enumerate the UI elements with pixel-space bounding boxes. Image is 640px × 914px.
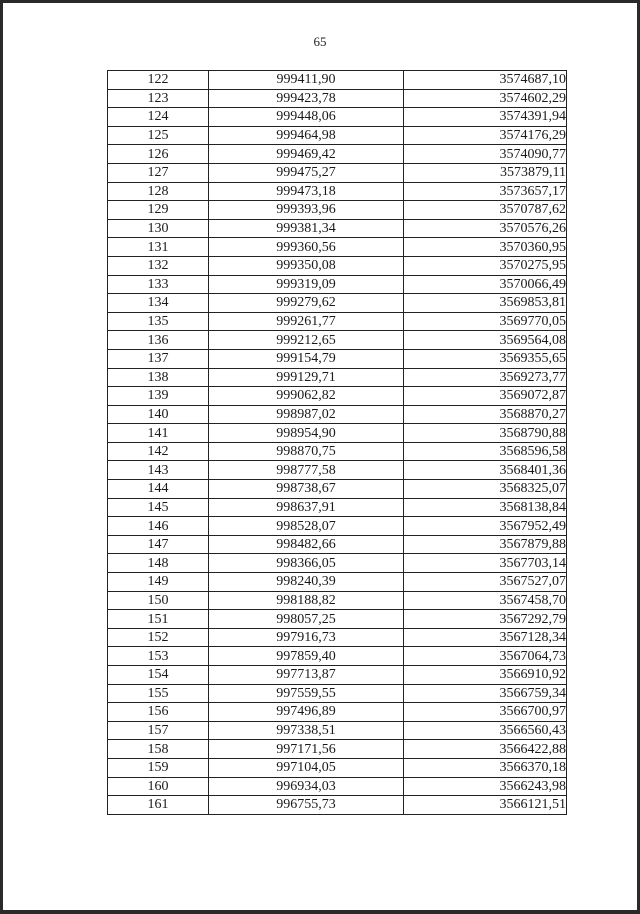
y-coordinate-cell: 3568138,84 (404, 498, 567, 517)
y-coordinate-cell: 3573657,17 (404, 182, 567, 201)
x-coordinate-cell: 999381,34 (209, 219, 404, 238)
table-row (108, 517, 567, 536)
y-coordinate-cell: 3566560,43 (404, 721, 567, 740)
table-row (108, 573, 567, 592)
x-coordinate-cell: 998738,67 (209, 480, 404, 499)
y-coordinate-cell: 3574687,10 (404, 71, 567, 90)
point-number-cell: 158 (108, 740, 209, 759)
point-number-cell: 150 (108, 591, 209, 610)
point-number-cell: 137 (108, 349, 209, 368)
table-row (108, 219, 567, 238)
point-number-cell: 134 (108, 294, 209, 313)
point-number-cell: 139 (108, 387, 209, 406)
table-row (108, 796, 567, 815)
y-coordinate-cell: 3567703,14 (404, 554, 567, 573)
table-row (108, 703, 567, 722)
y-coordinate-cell: 3568401,36 (404, 461, 567, 480)
y-coordinate-cell: 3567128,34 (404, 628, 567, 647)
x-coordinate-cell: 997171,56 (209, 740, 404, 759)
table-row (108, 182, 567, 201)
table-row (108, 256, 567, 275)
table-row (108, 405, 567, 424)
y-coordinate-cell: 3568870,27 (404, 405, 567, 424)
y-coordinate-cell: 3568596,58 (404, 442, 567, 461)
table-row (108, 591, 567, 610)
y-coordinate-cell: 3566700,97 (404, 703, 567, 722)
table-row (108, 498, 567, 517)
table-row (108, 349, 567, 368)
table-row (108, 442, 567, 461)
point-number-cell: 122 (108, 71, 209, 90)
x-coordinate-cell: 999062,82 (209, 387, 404, 406)
point-number-cell: 132 (108, 256, 209, 275)
point-number-cell: 146 (108, 517, 209, 536)
x-coordinate-cell: 999475,27 (209, 163, 404, 182)
page-number: 65 (313, 34, 327, 49)
y-coordinate-cell: 3569853,81 (404, 294, 567, 313)
table-row (108, 647, 567, 666)
x-coordinate-cell: 999393,96 (209, 201, 404, 220)
y-coordinate-cell: 3574391,94 (404, 108, 567, 127)
point-number-cell: 153 (108, 647, 209, 666)
x-coordinate-cell: 999279,62 (209, 294, 404, 313)
x-coordinate-cell: 999360,56 (209, 238, 404, 257)
x-coordinate-cell: 997713,87 (209, 666, 404, 685)
point-number-cell: 127 (108, 163, 209, 182)
y-coordinate-cell: 3569564,08 (404, 331, 567, 350)
point-number-cell: 125 (108, 126, 209, 145)
point-number-cell: 152 (108, 628, 209, 647)
table-row (108, 312, 567, 331)
x-coordinate-cell: 999350,08 (209, 256, 404, 275)
point-number-cell: 156 (108, 703, 209, 722)
x-coordinate-cell: 999411,90 (209, 71, 404, 90)
y-coordinate-cell: 3568790,88 (404, 424, 567, 443)
table-row (108, 535, 567, 554)
y-coordinate-cell: 3566422,88 (404, 740, 567, 759)
point-number-cell: 131 (108, 238, 209, 257)
table-row (108, 145, 567, 164)
x-coordinate-cell: 997496,89 (209, 703, 404, 722)
coordinates-table (107, 70, 567, 815)
table-row (108, 126, 567, 145)
table-row (108, 163, 567, 182)
x-coordinate-cell: 999154,79 (209, 349, 404, 368)
y-coordinate-cell: 3567527,07 (404, 573, 567, 592)
table-row (108, 777, 567, 796)
coordinates-table-body (108, 71, 567, 815)
point-number-cell: 130 (108, 219, 209, 238)
x-coordinate-cell: 998188,82 (209, 591, 404, 610)
table-row (108, 424, 567, 443)
y-coordinate-cell: 3569770,05 (404, 312, 567, 331)
y-coordinate-cell: 3573879,11 (404, 163, 567, 182)
table-row (108, 610, 567, 629)
x-coordinate-cell: 999464,98 (209, 126, 404, 145)
y-coordinate-cell: 3566370,18 (404, 758, 567, 777)
table-row (108, 684, 567, 703)
x-coordinate-cell: 998954,90 (209, 424, 404, 443)
point-number-cell: 124 (108, 108, 209, 127)
y-coordinate-cell: 3570787,62 (404, 201, 567, 220)
y-coordinate-cell: 3574090,77 (404, 145, 567, 164)
x-coordinate-cell: 999423,78 (209, 89, 404, 108)
table-row (108, 387, 567, 406)
table-row (108, 275, 567, 294)
point-number-cell: 140 (108, 405, 209, 424)
x-coordinate-cell: 997859,40 (209, 647, 404, 666)
x-coordinate-cell: 997338,51 (209, 721, 404, 740)
y-coordinate-cell: 3567952,49 (404, 517, 567, 536)
y-coordinate-cell: 3567879,88 (404, 535, 567, 554)
x-coordinate-cell: 997916,73 (209, 628, 404, 647)
point-number-cell: 135 (108, 312, 209, 331)
y-coordinate-cell: 3566243,98 (404, 777, 567, 796)
table-row (108, 740, 567, 759)
point-number-cell: 159 (108, 758, 209, 777)
point-number-cell: 142 (108, 442, 209, 461)
y-coordinate-cell: 3570066,49 (404, 275, 567, 294)
y-coordinate-cell: 3566121,51 (404, 796, 567, 815)
point-number-cell: 138 (108, 368, 209, 387)
point-number-cell: 144 (108, 480, 209, 499)
x-coordinate-cell: 999319,09 (209, 275, 404, 294)
table-row (108, 368, 567, 387)
table-row (108, 628, 567, 647)
point-number-cell: 136 (108, 331, 209, 350)
y-coordinate-cell: 3570576,26 (404, 219, 567, 238)
x-coordinate-cell: 999448,06 (209, 108, 404, 127)
y-coordinate-cell: 3574176,29 (404, 126, 567, 145)
table-row (108, 554, 567, 573)
x-coordinate-cell: 999212,65 (209, 331, 404, 350)
point-number-cell: 147 (108, 535, 209, 554)
x-coordinate-cell: 997559,55 (209, 684, 404, 703)
x-coordinate-cell: 998987,02 (209, 405, 404, 424)
table-row (108, 666, 567, 685)
point-number-cell: 141 (108, 424, 209, 443)
y-coordinate-cell: 3566759,34 (404, 684, 567, 703)
point-number-cell: 126 (108, 145, 209, 164)
table-row (108, 108, 567, 127)
table-row (108, 294, 567, 313)
x-coordinate-cell: 998240,39 (209, 573, 404, 592)
table-row (108, 201, 567, 220)
point-number-cell: 154 (108, 666, 209, 685)
table-row (108, 331, 567, 350)
table-row (108, 238, 567, 257)
x-coordinate-cell: 998057,25 (209, 610, 404, 629)
x-coordinate-cell: 998366,05 (209, 554, 404, 573)
x-coordinate-cell: 998482,66 (209, 535, 404, 554)
y-coordinate-cell: 3567292,79 (404, 610, 567, 629)
x-coordinate-cell: 999261,77 (209, 312, 404, 331)
y-coordinate-cell: 3567064,73 (404, 647, 567, 666)
point-number-cell: 129 (108, 201, 209, 220)
x-coordinate-cell: 998870,75 (209, 442, 404, 461)
y-coordinate-cell: 3566910,92 (404, 666, 567, 685)
y-coordinate-cell: 3569273,77 (404, 368, 567, 387)
point-number-cell: 155 (108, 684, 209, 703)
point-number-cell: 128 (108, 182, 209, 201)
y-coordinate-cell: 3570360,95 (404, 238, 567, 257)
x-coordinate-cell: 999469,42 (209, 145, 404, 164)
y-coordinate-cell: 3569355,65 (404, 349, 567, 368)
x-coordinate-cell: 999473,18 (209, 182, 404, 201)
x-coordinate-cell: 996934,03 (209, 777, 404, 796)
y-coordinate-cell: 3568325,07 (404, 480, 567, 499)
x-coordinate-cell: 998777,58 (209, 461, 404, 480)
y-coordinate-cell: 3567458,70 (404, 591, 567, 610)
x-coordinate-cell: 997104,05 (209, 758, 404, 777)
x-coordinate-cell: 999129,71 (209, 368, 404, 387)
point-number-cell: 160 (108, 777, 209, 796)
table-row (108, 89, 567, 108)
y-coordinate-cell: 3574602,29 (404, 89, 567, 108)
x-coordinate-cell: 998528,07 (209, 517, 404, 536)
point-number-cell: 149 (108, 573, 209, 592)
point-number-cell: 123 (108, 89, 209, 108)
table-row (108, 461, 567, 480)
point-number-cell: 157 (108, 721, 209, 740)
point-number-cell: 151 (108, 610, 209, 629)
point-number-cell: 145 (108, 498, 209, 517)
table-row (108, 480, 567, 499)
table-row (108, 721, 567, 740)
x-coordinate-cell: 998637,91 (209, 498, 404, 517)
point-number-cell: 133 (108, 275, 209, 294)
x-coordinate-cell: 996755,73 (209, 796, 404, 815)
table-row (108, 71, 567, 90)
y-coordinate-cell: 3570275,95 (404, 256, 567, 275)
y-coordinate-cell: 3569072,87 (404, 387, 567, 406)
table-row (108, 758, 567, 777)
point-number-cell: 161 (108, 796, 209, 815)
point-number-cell: 148 (108, 554, 209, 573)
point-number-cell: 143 (108, 461, 209, 480)
